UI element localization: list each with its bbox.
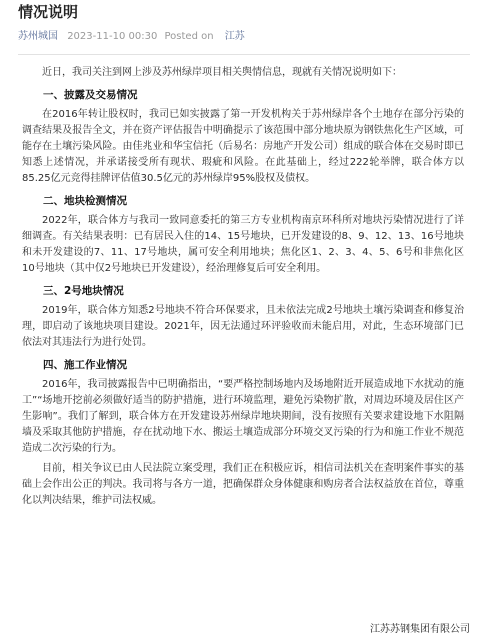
section-paragraph: 2019年，联合体方知悉2号地块不符合环保要求，且未依法完成2号地块土壤污染调查和修复治理，即启动了该地块项目建设。2021年，因无法通过环评验收而未能启用，对此，生态环境部门已依法对其违法行为进行处罚。 xyxy=(22,305,464,348)
article-page xyxy=(0,2,488,639)
publish-datetime: 2023-11-10 00:30 xyxy=(67,31,158,42)
intro-paragraph: 近日，我司关注到网上涉及苏州绿岸项目相关舆情信息，现就有关情况说明如下： xyxy=(42,67,402,78)
section-heading: 四、施工作业情况 xyxy=(43,359,127,371)
section-paragraph: 2016年，我司披露报告中已明确指出，“要严格控制场地内及场地附近开展造成地下水扰动的施工”“场地开挖前必须做好适当的防护措施，进行环境监理，避免污染物扩散，对周边环境及居住区产生影响”。我们了解到，联合体方在开发建设苏州绿岸地块期间，没有按照有关要求建设地下水阻隔墙及采取其他防护措施，存在扰动地下水、搬运土壤造成部分环境交叉污染的行为和施工作业不规范造成二次污染的行为。 xyxy=(22,379,464,454)
section-heading: 三、2号地块情况 xyxy=(43,285,124,297)
location-label: 江苏 xyxy=(224,31,245,42)
posted-label: Posted on xyxy=(164,31,214,42)
section-paragraph: 在2016年转让股权时，我司已如实披露了第一开发机构关于苏州绿岸各个土地存在部分污染的调查结果及报告全文，并在资产评估报告中明确提示了该范围中部分地块原为钢铁焦化生产区域，可能存在土壤污染风险。由佳兆业和华宝信托（后易名：房地产开发公司）组成的联合体在交易时即已知悉上述情况，并承诺接受所有现状、瑕疵和风险。在此基础上，经过222轮举牌，联合体方以85.25亿元竞得挂牌评估值30.5亿元的苏州绿岸95%股权及债权。 xyxy=(22,109,464,184)
article-meta xyxy=(18,30,470,44)
closing-paragraph: 目前，相关争议已由人民法院立案受理，我们正在积极应诉，相信司法机关在查明案件事实的基础上会作出公正的判决。我司将与各方一道，把确保群众身体健康和购房者合法权益放在首位，尊重化以判决结果，维护司法权威。 xyxy=(22,463,464,506)
section-heading: 一、披露及交易情况 xyxy=(43,89,138,101)
page-title: 情况说明 xyxy=(18,3,79,21)
section-heading: 二、地块检测情况 xyxy=(43,195,127,207)
article-body xyxy=(18,55,470,509)
company-signature: 江苏苏钢集团有限公司 xyxy=(370,624,470,635)
author-name[interactable]: 苏州城国 xyxy=(18,31,58,42)
section-paragraph: 2022年，联合体方与我司一致同意委托的第三方专业机构南京环科所对地块污染情况进行了详细调查。有关结果表明：已有居民入住的14、15号地块，已开发建设的8、9、12、13、16号地块和未开发建设的7、11、17号地块，属可安全利用地块；焦化区1、2、3、4、5、6号和非焦化区10号地块（其中仅2号地块已开发建设），经治理修复后可安全利用。 xyxy=(22,215,464,274)
